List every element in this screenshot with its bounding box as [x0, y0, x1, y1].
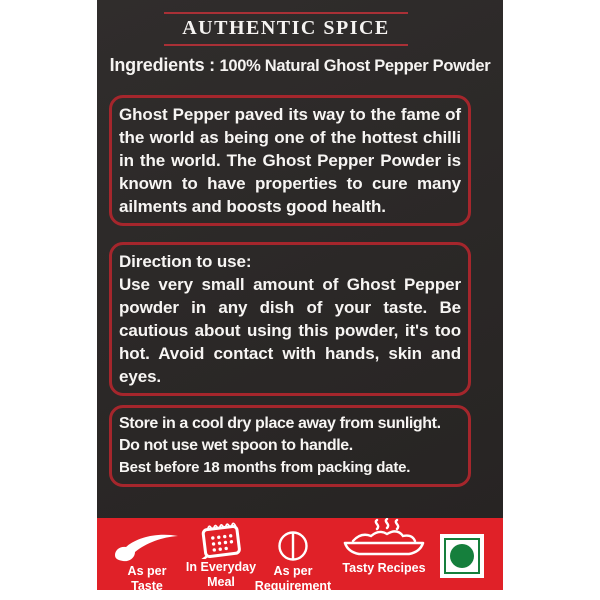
about-box: [109, 95, 471, 226]
directions-box: [109, 242, 471, 396]
brand-title: AUTHENTIC SPICE: [182, 17, 390, 39]
label-dark-section: [97, 0, 503, 518]
brand-banner: [164, 12, 408, 46]
usage-label: Requirement: [254, 579, 332, 593]
about-text: Ghost Pepper paved its way to the fame of the world as being one of the hottest chilli in the world. The Ghost Pepper Powder is known to have properties to cure many ailments and boosts good health.: [119, 105, 461, 216]
usage-item-tasty-recipes: [328, 522, 440, 575]
ingredients-line: [97, 55, 503, 76]
usage-label: Meal: [207, 575, 235, 589]
usage-label: As per: [127, 564, 167, 578]
veg-mark-icon: [440, 534, 484, 578]
ingredients-value: 100% Natural Ghost Pepper Powder: [219, 57, 491, 75]
usage-label: Taste: [131, 579, 163, 593]
veg-mark-dot: [450, 544, 474, 568]
storage-box: [109, 405, 471, 487]
ingredients-label: Ingredients :: [109, 55, 215, 75]
veg-mark-border: [444, 538, 480, 574]
label-panel: [97, 0, 503, 593]
steaming-dish-icon: [328, 522, 440, 560]
directions-heading: Direction to use:: [119, 252, 252, 271]
usage-label: As per: [273, 564, 313, 578]
storage-text: Store in a cool dry place away from sunlight. Do not use wet spoon to handle.: [119, 415, 441, 454]
usage-label: Tasty Recipes: [342, 561, 426, 575]
best-before-text: Best before 18 months from packing date.: [119, 459, 411, 476]
directions-text: Use very small amount of Ghost Pepper powder in any dish of your taste. Be cautious about using this powder, it's too hot. Avoid contact with hands, skin and eyes.: [119, 275, 461, 386]
usage-band: [97, 518, 503, 593]
usage-label: In Everyday: [185, 560, 257, 574]
